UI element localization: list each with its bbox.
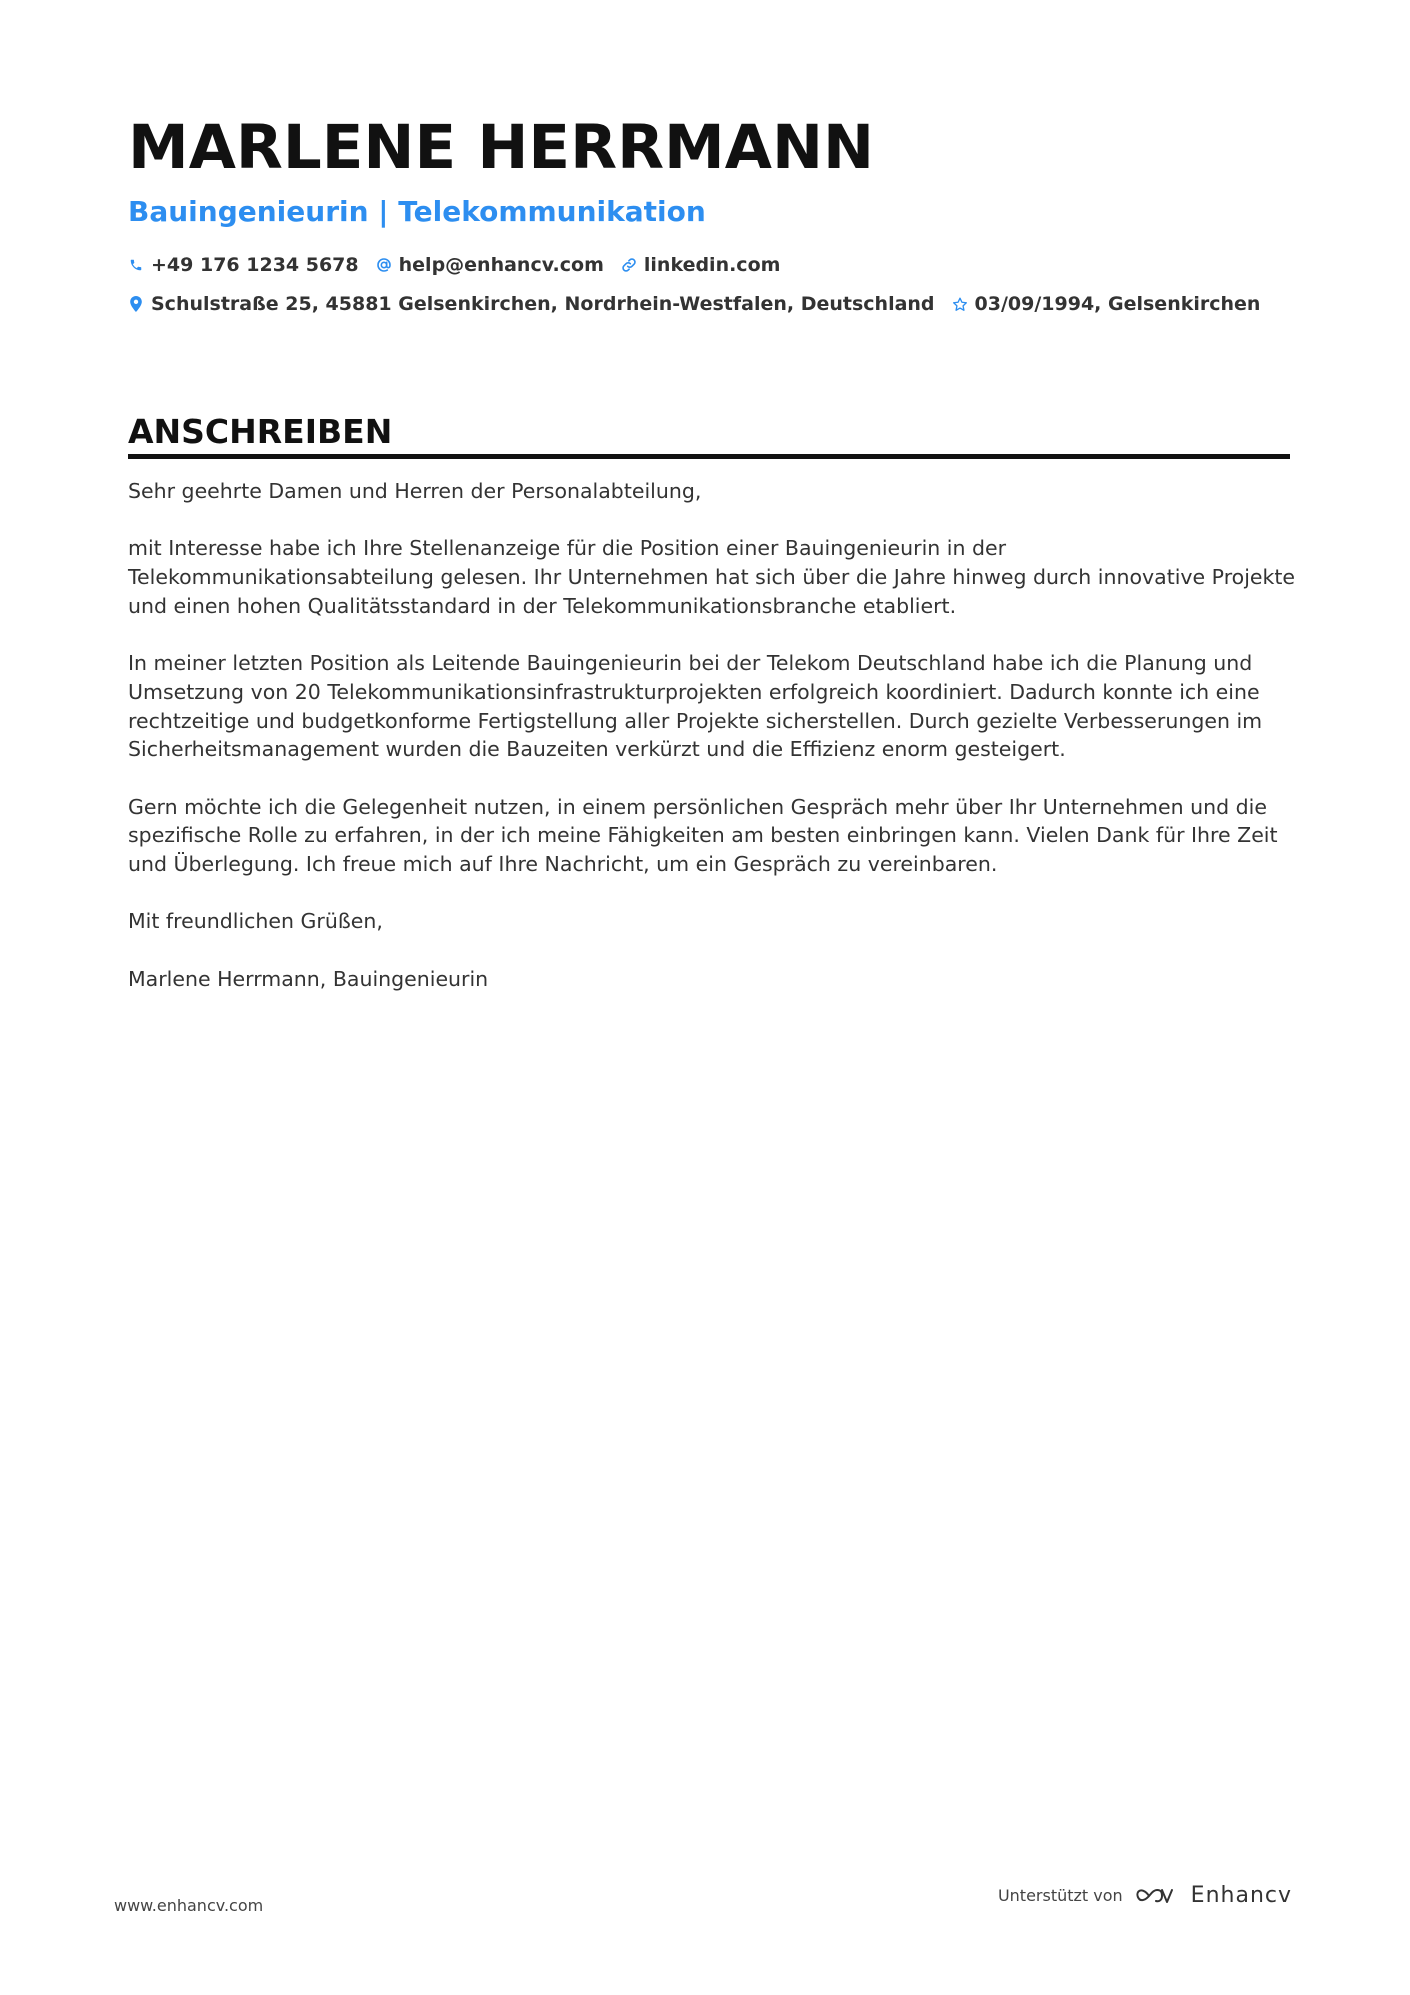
email-text: help@enhancv.com bbox=[398, 254, 604, 276]
linkedin-text: linkedin.com bbox=[643, 254, 781, 276]
resume-page bbox=[128, 110, 1296, 1022]
contact-birth bbox=[952, 291, 1261, 317]
contact-row-1 bbox=[128, 252, 1290, 278]
location-pin-icon bbox=[128, 295, 144, 313]
contact-phone bbox=[128, 252, 359, 278]
letter-signature: Marlene Herrmann, Bauingenieurin bbox=[128, 966, 489, 991]
contact-email[interactable] bbox=[376, 252, 604, 278]
letter-paragraph: In meiner letzten Position als Leitende Bauingenieurin bei der Telekom Deutschland habe ich die Planung und Umsetzung von 20 Telekommunikationsinfrastrukturprojekten erfolgreich koordiniert. Dadurch konnte ich eine rechtzeitige und budgetkonforme Fertigstellung aller Projekte sicherstellen. Durch gezielte Verbesserungen im Sicherheitsmanagement wurden die Bauzeiten verkürzt und die Effizienz enorm gesteigert. bbox=[128, 651, 1263, 762]
birth-text: 03/09/1994, Gelsenkirchen bbox=[974, 293, 1261, 315]
contact-address bbox=[128, 291, 935, 317]
contact-row-2 bbox=[128, 291, 1290, 317]
footer-brand[interactable] bbox=[998, 1883, 1292, 1908]
letter-closing: Mit freundlichen Grüßen, bbox=[128, 909, 383, 934]
letter-paragraph: mit Interesse habe ich Ihre Stellenanzeige für die Position einer Bauingenieurin in der Telekommunikationsabteilung gelesen. Ihr Unternehmen hat sich über die Jahre hinweg durch innovative Projekte und einen hohen Qualitätsstandard in der Telekommunikationsbranche etabliert. bbox=[128, 536, 1296, 618]
candidate-name: MARLENE HERRMANN bbox=[128, 112, 875, 183]
powered-by-label: Unterstützt von bbox=[997, 1886, 1123, 1905]
at-icon bbox=[376, 256, 392, 274]
enhancv-logo-icon bbox=[1135, 1884, 1181, 1908]
section-title: ANSCHREIBEN bbox=[128, 412, 1290, 459]
cover-letter-body bbox=[128, 477, 1303, 994]
address-text: Schulstraße 25, 45881 Gelsenkirchen, Nordrhein-Westfalen, Deutschland bbox=[151, 293, 935, 315]
brand-name: Enhancv bbox=[1190, 1883, 1292, 1908]
job-title: Bauingenieurin | Telekommunikation bbox=[128, 195, 706, 228]
footer-website-link[interactable]: www.enhancv.com bbox=[114, 1896, 264, 1915]
letter-paragraph: Gern möchte ich die Gelegenheit nutzen, in einem persönlichen Gespräch mehr über Ihr Unternehmen und die spezifische Rolle zu erfahren, in der ich meine Fähigkeiten am besten einbringen kann. Vielen Dank für Ihre Zeit und Überlegung. Ich freue mich auf Ihre Nachricht, um ein Gespräch zu vereinbaren. bbox=[128, 794, 1278, 877]
letter-salutation: Sehr geehrte Damen und Herren der Personalabteilung, bbox=[128, 479, 702, 503]
phone-icon bbox=[128, 256, 144, 274]
phone-text: +49 176 1234 5678 bbox=[151, 254, 359, 276]
link-icon bbox=[621, 256, 637, 274]
contact-linkedin[interactable] bbox=[621, 252, 781, 278]
star-icon bbox=[952, 295, 968, 313]
